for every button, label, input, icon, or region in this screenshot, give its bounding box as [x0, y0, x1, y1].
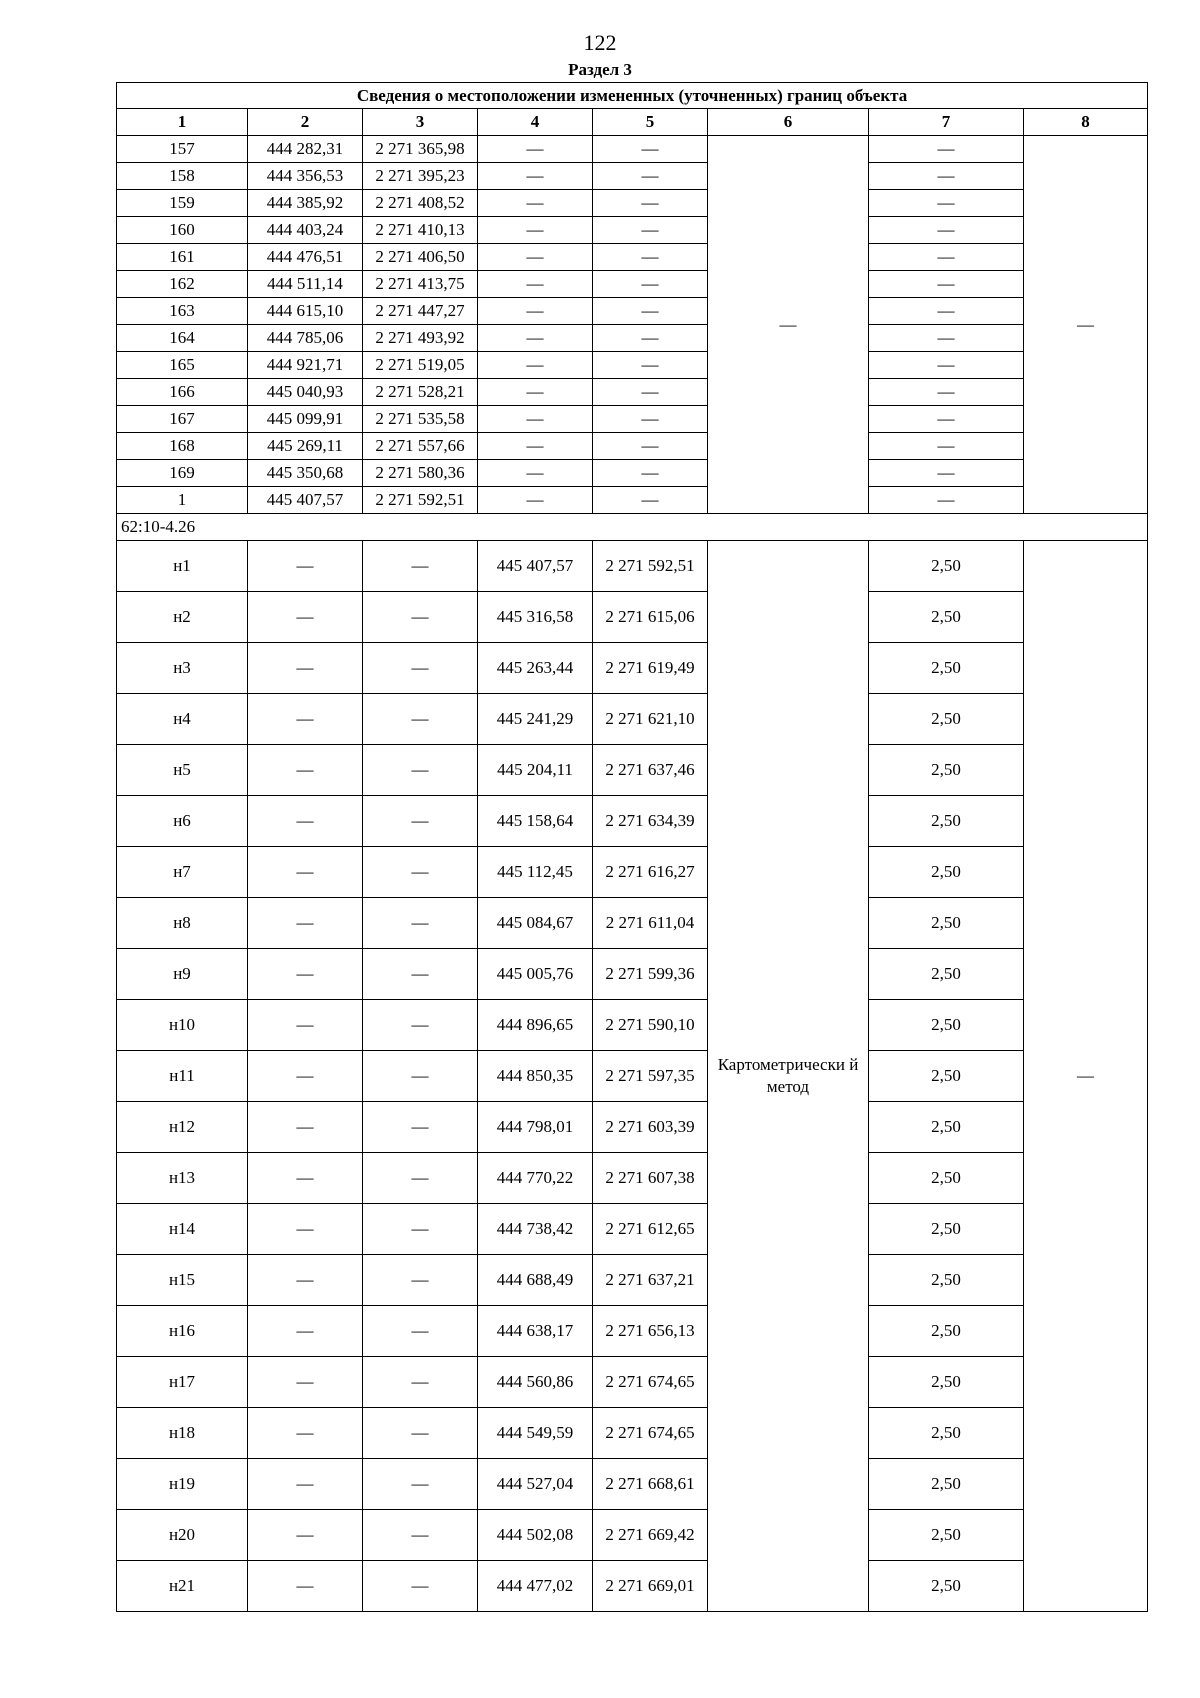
new-x: —: [478, 406, 593, 433]
existing-y: —: [363, 796, 478, 847]
new-y: —: [593, 244, 708, 271]
table-row: [117, 745, 1148, 796]
new-y: —: [593, 433, 708, 460]
table-row: [117, 1408, 1148, 1459]
new-x: 445 084,67: [478, 898, 593, 949]
existing-y: 2 271 493,92: [363, 325, 478, 352]
point-number: н20: [117, 1510, 248, 1561]
new-x: —: [478, 433, 593, 460]
accuracy: 2,50: [869, 592, 1024, 643]
new-y: 2 271 674,65: [593, 1408, 708, 1459]
existing-y: —: [363, 898, 478, 949]
existing-x: —: [248, 1000, 363, 1051]
point-number: н2: [117, 592, 248, 643]
new-x: —: [478, 379, 593, 406]
point-number: н8: [117, 898, 248, 949]
new-x: 445 005,76: [478, 949, 593, 1000]
existing-x: —: [248, 694, 363, 745]
new-y: —: [593, 325, 708, 352]
new-x: 445 263,44: [478, 643, 593, 694]
accuracy: 2,50: [869, 1255, 1024, 1306]
table-row: [117, 217, 1148, 244]
accuracy: —: [869, 298, 1024, 325]
existing-y: 2 271 519,05: [363, 352, 478, 379]
point-number: 160: [117, 217, 248, 244]
description-cell: —: [1024, 136, 1148, 514]
existing-y: —: [363, 1561, 478, 1612]
existing-y: 2 271 557,66: [363, 433, 478, 460]
table-row: [117, 949, 1148, 1000]
method-cell: —: [708, 136, 869, 514]
table-row: [117, 1255, 1148, 1306]
accuracy: —: [869, 460, 1024, 487]
new-x: 444 527,04: [478, 1459, 593, 1510]
new-y: —: [593, 271, 708, 298]
accuracy: —: [869, 406, 1024, 433]
accuracy: 2,50: [869, 949, 1024, 1000]
accuracy: 2,50: [869, 1153, 1024, 1204]
new-y: 2 271 621,10: [593, 694, 708, 745]
existing-y: —: [363, 1306, 478, 1357]
accuracy: 2,50: [869, 1204, 1024, 1255]
point-number: 164: [117, 325, 248, 352]
existing-y: —: [363, 1204, 478, 1255]
new-x: 444 798,01: [478, 1102, 593, 1153]
new-x: 445 241,29: [478, 694, 593, 745]
accuracy: —: [869, 325, 1024, 352]
existing-x: 444 403,24: [248, 217, 363, 244]
point-number: 159: [117, 190, 248, 217]
new-x: 444 688,49: [478, 1255, 593, 1306]
accuracy: 2,50: [869, 643, 1024, 694]
existing-y: 2 271 535,58: [363, 406, 478, 433]
new-y: —: [593, 487, 708, 514]
existing-x: 445 350,68: [248, 460, 363, 487]
point-number: н13: [117, 1153, 248, 1204]
point-number: н15: [117, 1255, 248, 1306]
existing-x: —: [248, 847, 363, 898]
new-y: 2 271 656,13: [593, 1306, 708, 1357]
existing-x: 444 921,71: [248, 352, 363, 379]
accuracy: 2,50: [869, 1000, 1024, 1051]
new-y: 2 271 616,27: [593, 847, 708, 898]
point-number: 168: [117, 433, 248, 460]
accuracy: 2,50: [869, 1051, 1024, 1102]
column-number: 3: [363, 109, 478, 136]
new-x: 445 158,64: [478, 796, 593, 847]
existing-x: 444 785,06: [248, 325, 363, 352]
new-x: —: [478, 163, 593, 190]
accuracy: —: [869, 379, 1024, 406]
existing-x: —: [248, 949, 363, 1000]
new-x: 444 770,22: [478, 1153, 593, 1204]
table-row: [117, 592, 1148, 643]
existing-x: —: [248, 1204, 363, 1255]
existing-y: —: [363, 1000, 478, 1051]
table-row: [117, 796, 1148, 847]
point-number: 162: [117, 271, 248, 298]
existing-x: 445 269,11: [248, 433, 363, 460]
existing-y: 2 271 447,27: [363, 298, 478, 325]
new-y: 2 271 597,35: [593, 1051, 708, 1102]
table-row: [117, 379, 1148, 406]
new-x: —: [478, 190, 593, 217]
existing-y: —: [363, 949, 478, 1000]
existing-y: 2 271 413,75: [363, 271, 478, 298]
existing-y: —: [363, 847, 478, 898]
method-cell: Картометрически й метод: [708, 541, 869, 1612]
existing-y: 2 271 365,98: [363, 136, 478, 163]
new-x: —: [478, 244, 593, 271]
column-number: 2: [248, 109, 363, 136]
point-number: н3: [117, 643, 248, 694]
accuracy: —: [869, 163, 1024, 190]
existing-x: —: [248, 1051, 363, 1102]
existing-x: 444 385,92: [248, 190, 363, 217]
point-number: н4: [117, 694, 248, 745]
accuracy: 2,50: [869, 1459, 1024, 1510]
existing-x: —: [248, 1153, 363, 1204]
new-y: —: [593, 460, 708, 487]
table-caption: Сведения о местоположении измененных (уточненных) границ объекта: [117, 83, 1148, 109]
new-y: —: [593, 190, 708, 217]
new-x: —: [478, 136, 593, 163]
existing-x: —: [248, 1255, 363, 1306]
existing-y: —: [363, 1510, 478, 1561]
column-number: 8: [1024, 109, 1148, 136]
existing-x: —: [248, 592, 363, 643]
existing-x: —: [248, 1408, 363, 1459]
existing-x: 444 282,31: [248, 136, 363, 163]
existing-y: —: [363, 1102, 478, 1153]
existing-x: —: [248, 796, 363, 847]
existing-points-block: [117, 136, 1148, 514]
existing-y: 2 271 406,50: [363, 244, 478, 271]
table-row: [117, 1510, 1148, 1561]
new-y: 2 271 607,38: [593, 1153, 708, 1204]
new-x: 444 560,86: [478, 1357, 593, 1408]
new-y: 2 271 669,42: [593, 1510, 708, 1561]
table-row: [117, 487, 1148, 514]
new-y: 2 271 603,39: [593, 1102, 708, 1153]
point-number: 163: [117, 298, 248, 325]
accuracy: —: [869, 271, 1024, 298]
new-y: —: [593, 298, 708, 325]
existing-x: 445 099,91: [248, 406, 363, 433]
existing-x: —: [248, 1459, 363, 1510]
existing-y: —: [363, 1051, 478, 1102]
existing-x: 444 615,10: [248, 298, 363, 325]
point-number: н21: [117, 1561, 248, 1612]
new-x: —: [478, 460, 593, 487]
table-row: [117, 1306, 1148, 1357]
point-number: н5: [117, 745, 248, 796]
new-x: —: [478, 298, 593, 325]
point-number: н18: [117, 1408, 248, 1459]
accuracy: 2,50: [869, 847, 1024, 898]
boundary-coordinates-table: [116, 82, 1148, 1612]
existing-y: —: [363, 1459, 478, 1510]
accuracy: 2,50: [869, 745, 1024, 796]
table-row: [117, 244, 1148, 271]
new-y: 2 271 590,10: [593, 1000, 708, 1051]
accuracy: 2,50: [869, 694, 1024, 745]
point-number: 161: [117, 244, 248, 271]
table-row: [117, 460, 1148, 487]
accuracy: 2,50: [869, 796, 1024, 847]
accuracy: —: [869, 217, 1024, 244]
new-y: 2 271 674,65: [593, 1357, 708, 1408]
table-row: [117, 1102, 1148, 1153]
accuracy: 2,50: [869, 1357, 1024, 1408]
point-number: 169: [117, 460, 248, 487]
existing-x: 444 476,51: [248, 244, 363, 271]
new-x: 444 477,02: [478, 1561, 593, 1612]
accuracy: —: [869, 487, 1024, 514]
column-number: 1: [117, 109, 248, 136]
accuracy: —: [869, 190, 1024, 217]
point-number: н6: [117, 796, 248, 847]
existing-y: 2 271 410,13: [363, 217, 478, 244]
existing-x: 444 356,53: [248, 163, 363, 190]
table-row: [117, 1153, 1148, 1204]
accuracy: —: [869, 352, 1024, 379]
existing-y: —: [363, 541, 478, 592]
table-row: [117, 1204, 1148, 1255]
existing-x: —: [248, 643, 363, 694]
table-row: [117, 298, 1148, 325]
existing-x: —: [248, 898, 363, 949]
table-row: [117, 1357, 1148, 1408]
table-row: [117, 406, 1148, 433]
new-y: 2 271 611,04: [593, 898, 708, 949]
new-y: —: [593, 352, 708, 379]
accuracy: 2,50: [869, 541, 1024, 592]
new-y: 2 271 634,39: [593, 796, 708, 847]
accuracy: 2,50: [869, 1510, 1024, 1561]
existing-x: —: [248, 745, 363, 796]
existing-x: 445 407,57: [248, 487, 363, 514]
existing-x: —: [248, 1510, 363, 1561]
existing-x: —: [248, 541, 363, 592]
existing-y: 2 271 580,36: [363, 460, 478, 487]
accuracy: —: [869, 136, 1024, 163]
new-x: 444 502,08: [478, 1510, 593, 1561]
table-row: [117, 1459, 1148, 1510]
parcel-group-label: 62:10-4.26: [117, 514, 1148, 541]
new-y: 2 271 637,46: [593, 745, 708, 796]
new-y: 2 271 619,49: [593, 643, 708, 694]
new-x: 445 112,45: [478, 847, 593, 898]
table-row: [117, 1000, 1148, 1051]
point-number: н1: [117, 541, 248, 592]
accuracy: —: [869, 433, 1024, 460]
new-x: 444 896,65: [478, 1000, 593, 1051]
point-number: 157: [117, 136, 248, 163]
point-number: н14: [117, 1204, 248, 1255]
new-x: —: [478, 271, 593, 298]
existing-x: —: [248, 1357, 363, 1408]
table-row: [117, 271, 1148, 298]
new-x: —: [478, 325, 593, 352]
new-y: 2 271 668,61: [593, 1459, 708, 1510]
point-number: н19: [117, 1459, 248, 1510]
new-y: 2 271 615,06: [593, 592, 708, 643]
column-number-row: [117, 109, 1148, 136]
new-x: —: [478, 487, 593, 514]
existing-x: —: [248, 1561, 363, 1612]
column-number: 7: [869, 109, 1024, 136]
accuracy: 2,50: [869, 1102, 1024, 1153]
new-y: 2 271 592,51: [593, 541, 708, 592]
new-y: 2 271 612,65: [593, 1204, 708, 1255]
existing-y: 2 271 592,51: [363, 487, 478, 514]
point-number: 158: [117, 163, 248, 190]
existing-y: 2 271 528,21: [363, 379, 478, 406]
new-x: 444 850,35: [478, 1051, 593, 1102]
new-y: —: [593, 406, 708, 433]
accuracy: —: [869, 244, 1024, 271]
existing-y: —: [363, 745, 478, 796]
table-row: [117, 847, 1148, 898]
new-x: 444 638,17: [478, 1306, 593, 1357]
point-number: н7: [117, 847, 248, 898]
existing-y: —: [363, 1357, 478, 1408]
table-row: [117, 1561, 1148, 1612]
new-x: 445 407,57: [478, 541, 593, 592]
new-x: 445 316,58: [478, 592, 593, 643]
section-title: Раздел 3: [568, 60, 632, 79]
existing-x: 445 040,93: [248, 379, 363, 406]
accuracy: 2,50: [869, 898, 1024, 949]
point-number: 1: [117, 487, 248, 514]
new-y: —: [593, 379, 708, 406]
existing-y: —: [363, 1255, 478, 1306]
new-x: —: [478, 352, 593, 379]
point-number: н17: [117, 1357, 248, 1408]
description-cell: —: [1024, 541, 1148, 1612]
column-number: 4: [478, 109, 593, 136]
new-y: 2 271 599,36: [593, 949, 708, 1000]
table-row: [117, 433, 1148, 460]
table-row: [117, 190, 1148, 217]
existing-y: 2 271 395,23: [363, 163, 478, 190]
new-points-block: [117, 541, 1148, 1612]
accuracy: 2,50: [869, 1408, 1024, 1459]
existing-x: —: [248, 1102, 363, 1153]
new-x: —: [478, 217, 593, 244]
point-number: н16: [117, 1306, 248, 1357]
existing-y: —: [363, 694, 478, 745]
existing-x: 444 511,14: [248, 271, 363, 298]
new-x: 445 204,11: [478, 745, 593, 796]
existing-y: —: [363, 1408, 478, 1459]
table-row: [117, 352, 1148, 379]
point-number: н10: [117, 1000, 248, 1051]
point-number: 165: [117, 352, 248, 379]
table-row: [117, 541, 1148, 592]
point-number: 166: [117, 379, 248, 406]
table-row: [117, 1051, 1148, 1102]
new-y: —: [593, 163, 708, 190]
column-number: 5: [593, 109, 708, 136]
existing-y: —: [363, 643, 478, 694]
table-row: [117, 643, 1148, 694]
table-row: [117, 694, 1148, 745]
existing-y: —: [363, 592, 478, 643]
point-number: 167: [117, 406, 248, 433]
table-row: [117, 163, 1148, 190]
point-number: н9: [117, 949, 248, 1000]
existing-y: —: [363, 1153, 478, 1204]
existing-x: —: [248, 1306, 363, 1357]
new-y: —: [593, 217, 708, 244]
point-number: н11: [117, 1051, 248, 1102]
column-number: 6: [708, 109, 869, 136]
new-y: 2 271 669,01: [593, 1561, 708, 1612]
new-y: 2 271 637,21: [593, 1255, 708, 1306]
table-row: [117, 325, 1148, 352]
accuracy: 2,50: [869, 1561, 1024, 1612]
table-row: [117, 136, 1148, 163]
table-row: [117, 898, 1148, 949]
new-y: —: [593, 136, 708, 163]
accuracy: 2,50: [869, 1306, 1024, 1357]
page-number: 122: [583, 30, 617, 55]
new-x: 444 738,42: [478, 1204, 593, 1255]
existing-y: 2 271 408,52: [363, 190, 478, 217]
point-number: н12: [117, 1102, 248, 1153]
new-x: 444 549,59: [478, 1408, 593, 1459]
